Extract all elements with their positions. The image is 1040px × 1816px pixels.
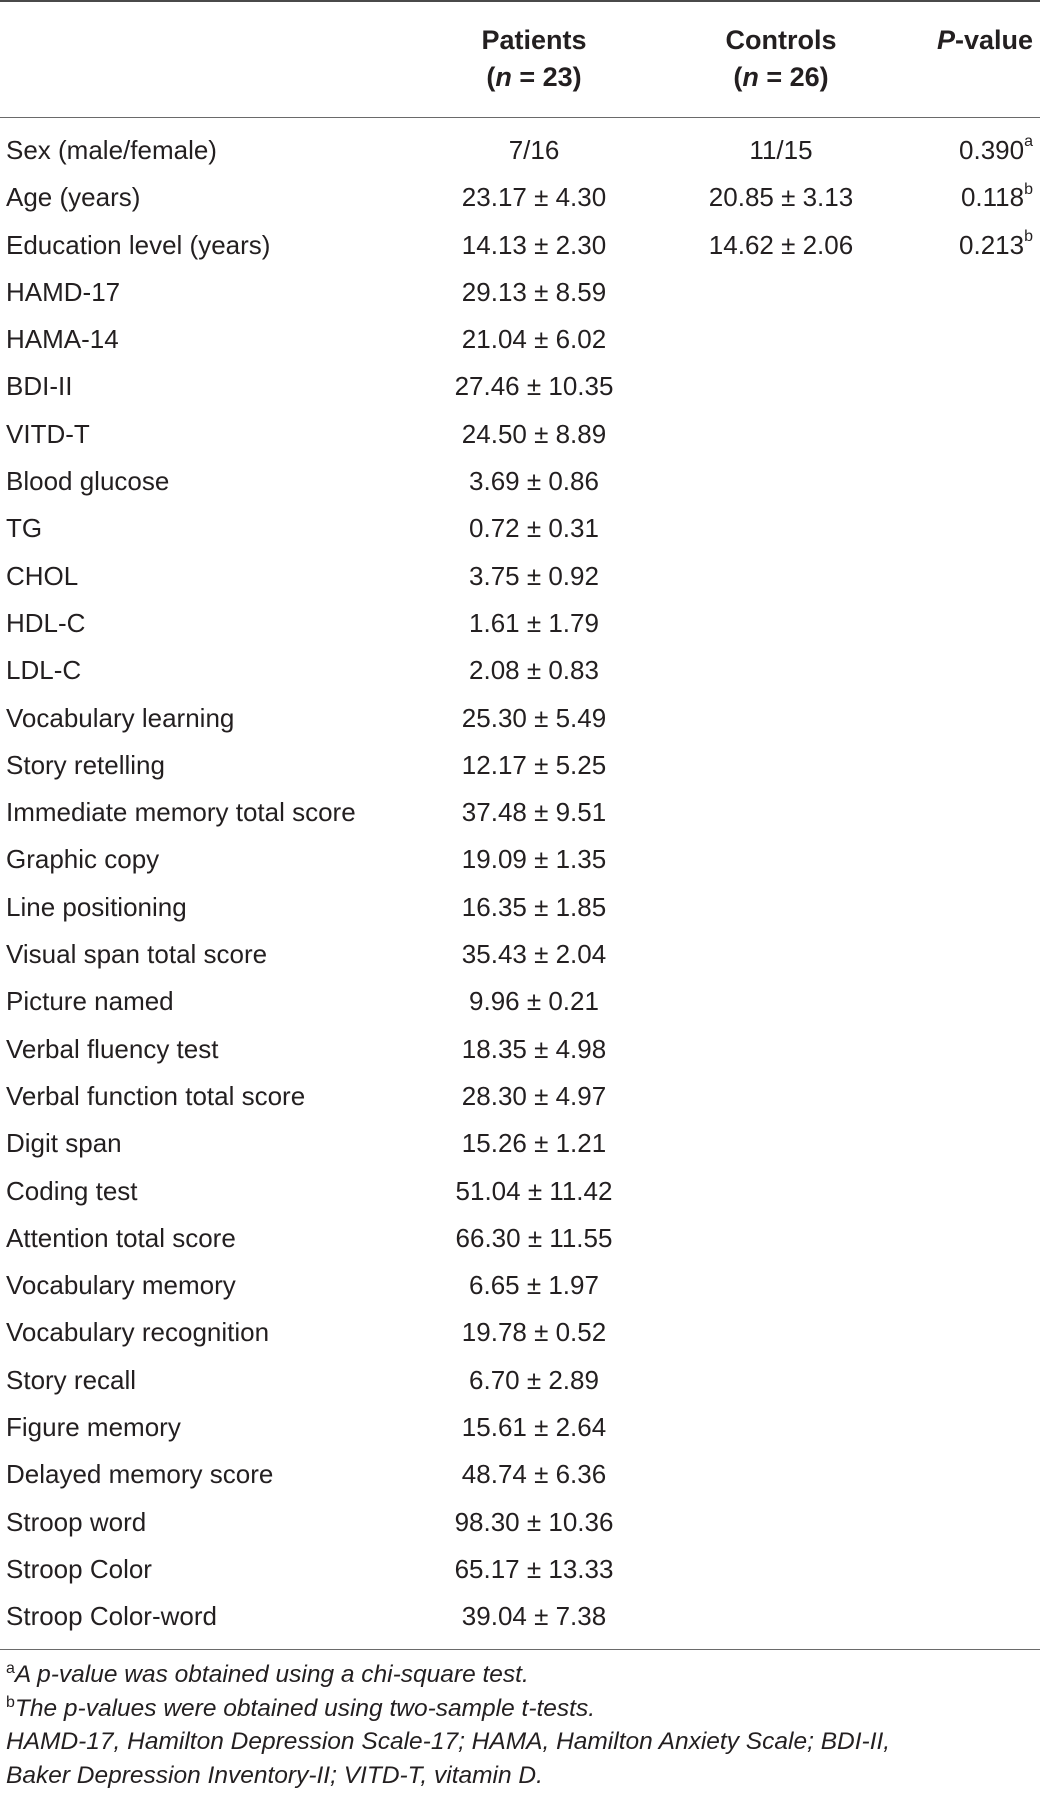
patients-value: 29.13 ± 8.59 (461, 276, 607, 307)
row-label: Stroop Color-word (6, 1601, 217, 1632)
patients-value: 18.35 ± 4.98 (461, 1033, 607, 1064)
patients-value: 23.17 ± 4.30 (461, 182, 607, 213)
row-label: Vocabulary learning (6, 702, 235, 733)
patients-value: 9.96 ± 0.21 (469, 986, 599, 1017)
p-value-footnote-mark: b (1024, 227, 1033, 245)
patients-value: 24.50 ± 8.89 (461, 418, 607, 449)
p-value-number: 0.390 (959, 135, 1025, 165)
row-label: Figure memory (6, 1412, 181, 1443)
table-row (0, 1593, 1040, 1640)
patients-value: 66.30 ± 11.55 (455, 1222, 613, 1253)
row-label: Stroop Color (6, 1553, 152, 1584)
table-row (0, 647, 1040, 694)
footnote-a-text: A p-value was obtained using a chi-square test. (14, 1661, 529, 1688)
column-header-controls-n: (n = 26) (733, 62, 829, 92)
table-row (0, 789, 1040, 836)
table-row (0, 836, 1040, 883)
footnote-b-text: The p-values were obtained using two-sample t-tests. (14, 1694, 596, 1722)
column-header-controls-title: Controls (725, 25, 837, 55)
row-label: Verbal function total score (6, 1080, 306, 1111)
row-label: Education level (years) (6, 229, 271, 260)
row-label: HAMA-14 (6, 324, 119, 355)
table-row (0, 1404, 1040, 1451)
row-label: Visual span total score (6, 939, 268, 970)
patients-value: 12.17 ± 5.25 (461, 749, 607, 780)
p-value-footnote-mark: a (1024, 133, 1033, 151)
patients-value: 25.30 ± 5.49 (461, 702, 607, 733)
patients-value: 6.65 ± 1.97 (469, 1270, 599, 1301)
patients-value: 35.43 ± 2.04 (461, 939, 607, 970)
table-row (0, 1262, 1040, 1309)
row-label: Vocabulary memory (6, 1270, 236, 1301)
table-row (0, 553, 1040, 600)
row-label: Line positioning (6, 891, 187, 922)
row-label: Age (years) (6, 182, 141, 213)
row-label: Immediate memory total score (6, 797, 356, 828)
table-row (0, 127, 1040, 174)
table-row (0, 695, 1040, 742)
row-label: BDI-II (6, 371, 73, 402)
column-header-p-value (900, 22, 1040, 59)
row-label: Picture named (6, 986, 174, 1017)
column-header-patients-n: (n = 23) (486, 62, 582, 92)
patients-value: 3.69 ± 0.86 (469, 466, 599, 497)
patients-value: 51.04 ± 11.42 (455, 1175, 613, 1206)
row-label: Digit span (6, 1128, 122, 1159)
row-label: Sex (male/female) (6, 135, 217, 165)
table-top-rule (0, 0, 1040, 2)
row-label: Blood glucose (6, 466, 170, 497)
table-row (0, 1451, 1040, 1498)
row-label: TG (6, 513, 43, 544)
footnote-b (6, 1692, 1034, 1726)
table-row (0, 316, 1040, 363)
patients-value: 6.70 ± 2.89 (469, 1364, 599, 1395)
column-header-controls (665, 22, 897, 96)
row-label: Stroop word (6, 1506, 147, 1537)
controls-value: 11/15 (749, 135, 813, 165)
table-row (0, 600, 1040, 647)
row-label: Story recall (6, 1364, 137, 1395)
footnote-abbreviations-line-1: HAMD-17, Hamilton Depression Scale-17; HAMA, Hamilton Anxiety Scale; BDI-II, (6, 1728, 891, 1755)
patients-value: 98.30 ± 10.36 (454, 1506, 614, 1537)
n-label: n (495, 62, 512, 92)
column-header-patients-title: Patients (481, 25, 587, 55)
patients-value: 15.26 ± 1.21 (461, 1128, 607, 1159)
p-label-suffix: -value (954, 25, 1033, 55)
row-label: HAMD-17 (6, 276, 121, 307)
row-label: CHOL (6, 560, 79, 591)
row-label: LDL-C (6, 655, 82, 686)
table-row (0, 363, 1040, 410)
n-value: = 26) (758, 62, 829, 92)
row-label: Attention total score (6, 1222, 236, 1253)
p-label: P (936, 25, 955, 55)
table-row (0, 222, 1040, 269)
table-row (0, 1357, 1040, 1404)
patients-value: 15.61 ± 2.64 (461, 1412, 607, 1443)
table-row (0, 1309, 1040, 1356)
controls-value: 14.62 ± 2.06 (708, 229, 854, 260)
table-row (0, 458, 1040, 505)
table-row (0, 1168, 1040, 1215)
p-value-number: 0.213 (959, 229, 1025, 260)
patients-value: 37.48 ± 9.51 (461, 797, 607, 828)
table-row (0, 1073, 1040, 1120)
n-value: = 23) (511, 62, 582, 92)
table-footnotes (6, 1658, 1034, 1792)
table-row (0, 1120, 1040, 1167)
footnote-b-mark: b (6, 1693, 15, 1711)
p-value (900, 222, 1033, 269)
table-row (0, 174, 1040, 221)
patients-value: 21.04 ± 6.02 (461, 324, 607, 355)
patients-value: 0.72 ± 0.31 (469, 513, 599, 544)
patients-value: 27.46 ± 10.35 (454, 371, 614, 402)
column-header-patients (418, 22, 650, 96)
n-label: n (742, 62, 759, 92)
p-value (900, 174, 1033, 221)
patients-value: 16.35 ± 1.85 (461, 891, 607, 922)
table-row (0, 411, 1040, 458)
patients-value: 7/16 (508, 135, 560, 165)
row-label: Coding test (6, 1175, 138, 1206)
row-label: HDL-C (6, 607, 86, 638)
patients-value: 14.13 ± 2.30 (461, 229, 607, 260)
patients-value: 48.74 ± 6.36 (461, 1459, 607, 1490)
row-label: Vocabulary recognition (6, 1317, 270, 1348)
footer-divider (0, 1649, 1040, 1650)
controls-value: 20.85 ± 3.13 (708, 182, 854, 213)
p-value-number: 0.118 (960, 182, 1025, 213)
table-row (0, 884, 1040, 931)
footnote-abbreviations-line-2: Baker Depression Inventory-II; VITD-T, vitamin D. (6, 1761, 543, 1789)
table-row (0, 1026, 1040, 1073)
p-value (900, 127, 1033, 174)
table-row (0, 978, 1040, 1025)
table-row (0, 1499, 1040, 1546)
row-label: Graphic copy (6, 844, 160, 875)
table-row (0, 1215, 1040, 1262)
row-label: Verbal fluency test (6, 1033, 219, 1064)
table-row (0, 505, 1040, 552)
patients-value: 19.09 ± 1.35 (461, 844, 607, 875)
row-label: VITD-T (6, 418, 90, 449)
patients-value: 39.04 ± 7.38 (461, 1601, 607, 1632)
patients-value: 28.30 ± 4.97 (461, 1080, 607, 1111)
header-divider (0, 117, 1040, 118)
table-row (0, 742, 1040, 789)
table-row (0, 1546, 1040, 1593)
patients-value: 2.08 ± 0.83 (469, 655, 599, 686)
row-label: Delayed memory score (6, 1459, 274, 1490)
patients-value: 3.75 ± 0.92 (469, 560, 599, 591)
table-row (0, 269, 1040, 316)
p-value-footnote-mark: b (1024, 180, 1033, 198)
patients-value: 65.17 ± 13.33 (454, 1553, 614, 1584)
row-label: Story retelling (6, 749, 165, 780)
footnote-a-mark: a (6, 1659, 15, 1677)
footnote-a (6, 1658, 1034, 1692)
table-row (0, 931, 1040, 978)
patients-value: 19.78 ± 0.52 (461, 1317, 607, 1348)
patients-value: 1.61 ± 1.79 (469, 607, 599, 638)
table-body (0, 127, 1040, 1641)
